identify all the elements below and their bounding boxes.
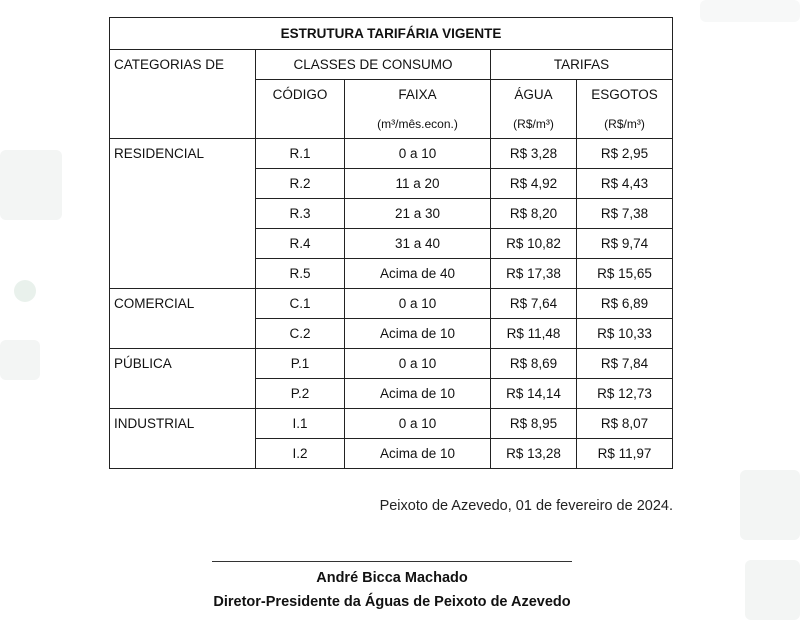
background-ghost-panel xyxy=(0,340,40,380)
cell-code: C.1 xyxy=(256,289,345,319)
header-sewage: ESGOTOS xyxy=(577,80,673,110)
header-range-unit: (m³/mês.econ.) xyxy=(345,109,491,139)
cell-water: R$ 14,14 xyxy=(491,379,577,409)
cell-range: Acima de 10 xyxy=(345,319,491,349)
cell-water: R$ 8,20 xyxy=(491,199,577,229)
tariff-table-body xyxy=(110,18,673,469)
cell-code: I.2 xyxy=(256,439,345,469)
header-sewage-unit: (R$/m³) xyxy=(577,109,673,139)
header-water-unit: (R$/m³) xyxy=(491,109,577,139)
header-code-spacer xyxy=(256,109,345,139)
cell-code: P.1 xyxy=(256,349,345,379)
cell-range: 0 a 10 xyxy=(345,289,491,319)
cell-water: R$ 13,28 xyxy=(491,439,577,469)
category-name: PÚBLICA xyxy=(110,349,256,409)
header-classes: CLASSES DE CONSUMO xyxy=(256,50,491,80)
cell-range: 11 a 20 xyxy=(345,169,491,199)
background-ghost-panel xyxy=(0,150,62,220)
background-ghost-panel xyxy=(745,560,800,620)
table-row xyxy=(110,289,673,319)
cell-code: R.3 xyxy=(256,199,345,229)
cell-code: I.1 xyxy=(256,409,345,439)
signer-name: André Bicca Machado xyxy=(316,570,468,586)
cell-code: R.4 xyxy=(256,229,345,259)
table-title: ESTRUTURA TARIFÁRIA VIGENTE xyxy=(110,18,673,50)
background-ghost-dot xyxy=(14,280,36,302)
header-range: FAIXA xyxy=(345,80,491,110)
cell-range: 21 a 30 xyxy=(345,199,491,229)
cell-code: R.2 xyxy=(256,169,345,199)
header-category-spacer xyxy=(110,80,256,110)
cell-sewage: R$ 15,65 xyxy=(577,259,673,289)
cell-water: R$ 8,69 xyxy=(491,349,577,379)
cell-water: R$ 17,38 xyxy=(491,259,577,289)
header-tariffs: TARIFAS xyxy=(491,50,673,80)
cell-sewage: R$ 8,07 xyxy=(577,409,673,439)
cell-water: R$ 3,28 xyxy=(491,139,577,169)
table-title-row xyxy=(110,18,673,50)
signature-line xyxy=(212,561,572,562)
background-ghost-panel xyxy=(700,0,800,22)
cell-code: C.2 xyxy=(256,319,345,349)
cell-code: R.5 xyxy=(256,259,345,289)
cell-sewage: R$ 11,97 xyxy=(577,439,673,469)
category-name: RESIDENCIAL xyxy=(110,139,256,289)
cell-sewage: R$ 4,43 xyxy=(577,169,673,199)
cell-sewage: R$ 6,89 xyxy=(577,289,673,319)
signer-title: Diretor-Presidente da Águas de Peixoto de Azevedo xyxy=(213,594,571,610)
table-row xyxy=(110,409,673,439)
cell-sewage: R$ 9,74 xyxy=(577,229,673,259)
cell-range: Acima de 10 xyxy=(345,439,491,469)
cell-water: R$ 10,82 xyxy=(491,229,577,259)
tariff-table xyxy=(109,17,673,469)
header-code: CÓDIGO xyxy=(256,80,345,110)
background-ghost-panel xyxy=(740,470,800,540)
cell-sewage: R$ 7,84 xyxy=(577,349,673,379)
table-subheader-row xyxy=(110,80,673,110)
cell-sewage: R$ 12,73 xyxy=(577,379,673,409)
cell-code: P.2 xyxy=(256,379,345,409)
cell-water: R$ 4,92 xyxy=(491,169,577,199)
cell-water: R$ 8,95 xyxy=(491,409,577,439)
header-water: ÁGUA xyxy=(491,80,577,110)
cell-sewage: R$ 10,33 xyxy=(577,319,673,349)
table-row xyxy=(110,139,673,169)
cell-range: 31 a 40 xyxy=(345,229,491,259)
cell-sewage: R$ 2,95 xyxy=(577,139,673,169)
cell-sewage: R$ 7,38 xyxy=(577,199,673,229)
cell-code: R.1 xyxy=(256,139,345,169)
cell-range: 0 a 10 xyxy=(345,349,491,379)
table-row xyxy=(110,349,673,379)
header-category-spacer xyxy=(110,109,256,139)
header-category: CATEGORIAS DE xyxy=(110,50,256,80)
cell-range: 0 a 10 xyxy=(345,139,491,169)
document-date: Peixoto de Azevedo, 01 de fevereiro de 2024. xyxy=(379,498,673,514)
table-header-row xyxy=(110,50,673,80)
cell-range: Acima de 10 xyxy=(345,379,491,409)
cell-water: R$ 11,48 xyxy=(491,319,577,349)
cell-range: 0 a 10 xyxy=(345,409,491,439)
cell-water: R$ 7,64 xyxy=(491,289,577,319)
category-name: COMERCIAL xyxy=(110,289,256,349)
cell-range: Acima de 40 xyxy=(345,259,491,289)
category-name: INDUSTRIAL xyxy=(110,409,256,469)
table-unit-row xyxy=(110,109,673,139)
